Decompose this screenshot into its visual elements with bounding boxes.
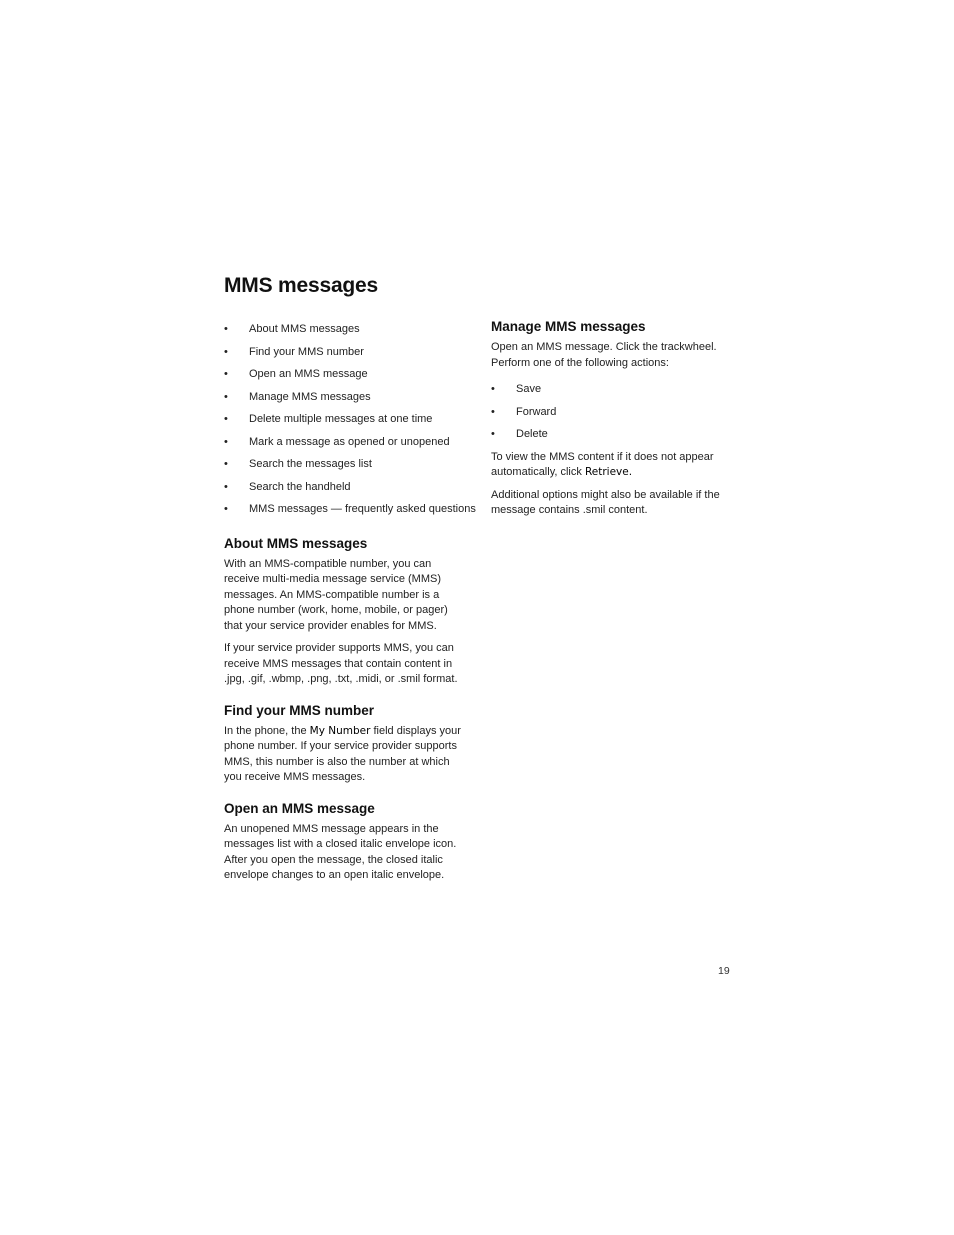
left-column: [224, 318, 476, 891]
about-paragraph-2: If your service provider supports MMS, you can receive MMS messages that contain content in .jpg, .gif, .wbmp, .png, .txt, .midi, or .smil format.: [224, 642, 458, 685]
list-item: [224, 431, 469, 454]
retrieve-menu-label: Retrieve.: [584, 466, 633, 478]
find-text-before: In the phone, the: [224, 724, 310, 737]
list-item: [491, 378, 731, 401]
topic-label: Find your MMS number: [249, 345, 364, 358]
smil-paragraph: Additional options might also be available if the message contains .smil content.: [491, 488, 720, 516]
bullet-icon: •: [224, 435, 228, 448]
bullet-icon: •: [224, 368, 228, 380]
list-item: [224, 476, 469, 499]
manage-heading: Manage MMS messages: [491, 319, 646, 334]
topic-label: Delete multiple messages at one time: [249, 413, 433, 425]
manage-section: [491, 318, 731, 519]
find-number-heading: Find your MMS number: [224, 702, 374, 718]
retrieve-paragraph: [491, 450, 731, 481]
topic-label: About MMS messages: [249, 323, 360, 335]
bullet-icon: •: [491, 428, 495, 440]
action-label: Save: [516, 383, 542, 395]
action-label: Delete: [516, 428, 548, 440]
action-label: Forward: [516, 405, 557, 418]
list-item: [224, 386, 469, 409]
topic-label: Open an MMS message: [249, 368, 368, 380]
open-message-heading: Open an MMS message: [224, 800, 375, 816]
page-title: MMS messages: [224, 274, 379, 297]
manage-intro: Open an MMS message. Click the trackwheel. Perform one of the following actions:: [491, 341, 717, 369]
list-item: [491, 423, 731, 446]
about-heading: About MMS messages: [224, 535, 368, 551]
retrieve-text-before: To view the MMS content if it does not appear automatically, click: [491, 450, 714, 478]
list-item: [224, 318, 469, 341]
find-number-section: [224, 702, 469, 786]
topic-label: Manage MMS messages: [249, 390, 371, 403]
open-message-paragraph: An unopened MMS message appears in the messages list with a closed italic envelope icon. After you open the message, the closed italic envelope changes to an open italic envelope.: [224, 822, 457, 881]
topic-label: Search the messages list: [249, 458, 372, 470]
bullet-icon: •: [224, 390, 228, 403]
list-item: [224, 341, 469, 364]
bullet-icon: •: [491, 383, 495, 395]
open-message-section: [224, 800, 469, 884]
bullet-icon: •: [224, 323, 228, 335]
about-paragraph-1: With an MMS-compatible number, you can receive multi-media message service (MMS) messages. An MMS-compatible number is a phone number (work, home, mobile, or pager) that your service provider enables for MMS.: [224, 557, 448, 632]
list-item: [224, 453, 469, 476]
my-number-field-label: My Number: [309, 724, 371, 737]
list-item: [491, 401, 731, 424]
bullet-icon: •: [224, 345, 228, 358]
page-number: 19: [718, 965, 730, 977]
find-number-paragraph: [224, 724, 469, 786]
bullet-icon: •: [224, 413, 228, 425]
find-text-after: field displays your phone number. If your service provider supports MMS, this number is also the number at which you receive MMS messages.: [224, 724, 461, 783]
topic-list: [224, 318, 476, 521]
right-column: [491, 318, 731, 526]
topic-label: Search the handheld: [249, 480, 351, 493]
about-section: [224, 535, 469, 688]
topic-label: MMS messages — frequently asked questions: [249, 503, 476, 515]
bullet-icon: •: [491, 405, 495, 418]
list-item: [224, 408, 469, 431]
bullet-icon: •: [224, 503, 228, 515]
action-list: [491, 378, 731, 446]
list-item: [224, 363, 469, 386]
bullet-icon: •: [224, 480, 228, 493]
bullet-icon: •: [224, 458, 228, 470]
list-item: [224, 498, 476, 521]
topic-label: Mark a message as opened or unopened: [249, 435, 450, 448]
